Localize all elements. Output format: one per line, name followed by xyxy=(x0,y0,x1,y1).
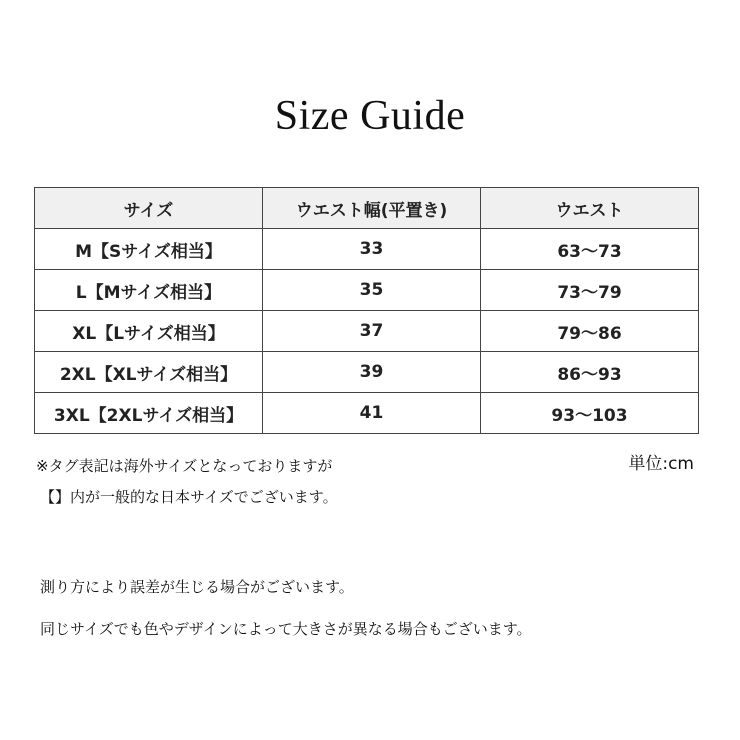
header-waist: ウエスト xyxy=(481,188,699,229)
table-row xyxy=(35,270,699,311)
cell-waist-flat: 37 xyxy=(263,311,481,352)
tag-size-note: ※タグ表記は海外サイズとなっておりますが xyxy=(36,457,333,475)
cell-waist: 79～86 xyxy=(481,311,699,352)
table-row xyxy=(35,229,699,270)
cell-size: L【Mサイズ相当】 xyxy=(35,270,263,311)
cell-waist-flat: 39 xyxy=(263,352,481,393)
cell-size: 2XL【XLサイズ相当】 xyxy=(35,352,263,393)
japan-size-note: 【】内が一般的な日本サイズでございます。 xyxy=(40,488,338,506)
cell-waist: 93～103 xyxy=(481,393,699,434)
cell-waist: 86～93 xyxy=(481,352,699,393)
cell-waist: 63～73 xyxy=(481,229,699,270)
unit-label: 単位:cm xyxy=(628,454,694,474)
measurement-note: 測り方により誤差が生じる場合がございます。 xyxy=(40,578,354,596)
cell-waist-flat: 33 xyxy=(263,229,481,270)
cell-waist-flat: 35 xyxy=(263,270,481,311)
cell-waist: 73～79 xyxy=(481,270,699,311)
table-row xyxy=(35,352,699,393)
cell-size: 3XL【2XLサイズ相当】 xyxy=(35,393,263,434)
table-row xyxy=(35,311,699,352)
page-title: Size Guide xyxy=(274,93,466,139)
header-waist-flat: ウエスト幅(平置き) xyxy=(263,188,481,229)
table-header-row xyxy=(35,188,699,229)
cell-waist-flat: 41 xyxy=(263,393,481,434)
cell-size: XL【Lサイズ相当】 xyxy=(35,311,263,352)
table-row xyxy=(35,393,699,434)
header-size: サイズ xyxy=(35,188,263,229)
cell-size: M【Sサイズ相当】 xyxy=(35,229,263,270)
variation-note: 同じサイズでも色やデザインによって大きさが異なる場合もございます。 xyxy=(40,620,532,638)
size-table xyxy=(34,187,699,434)
